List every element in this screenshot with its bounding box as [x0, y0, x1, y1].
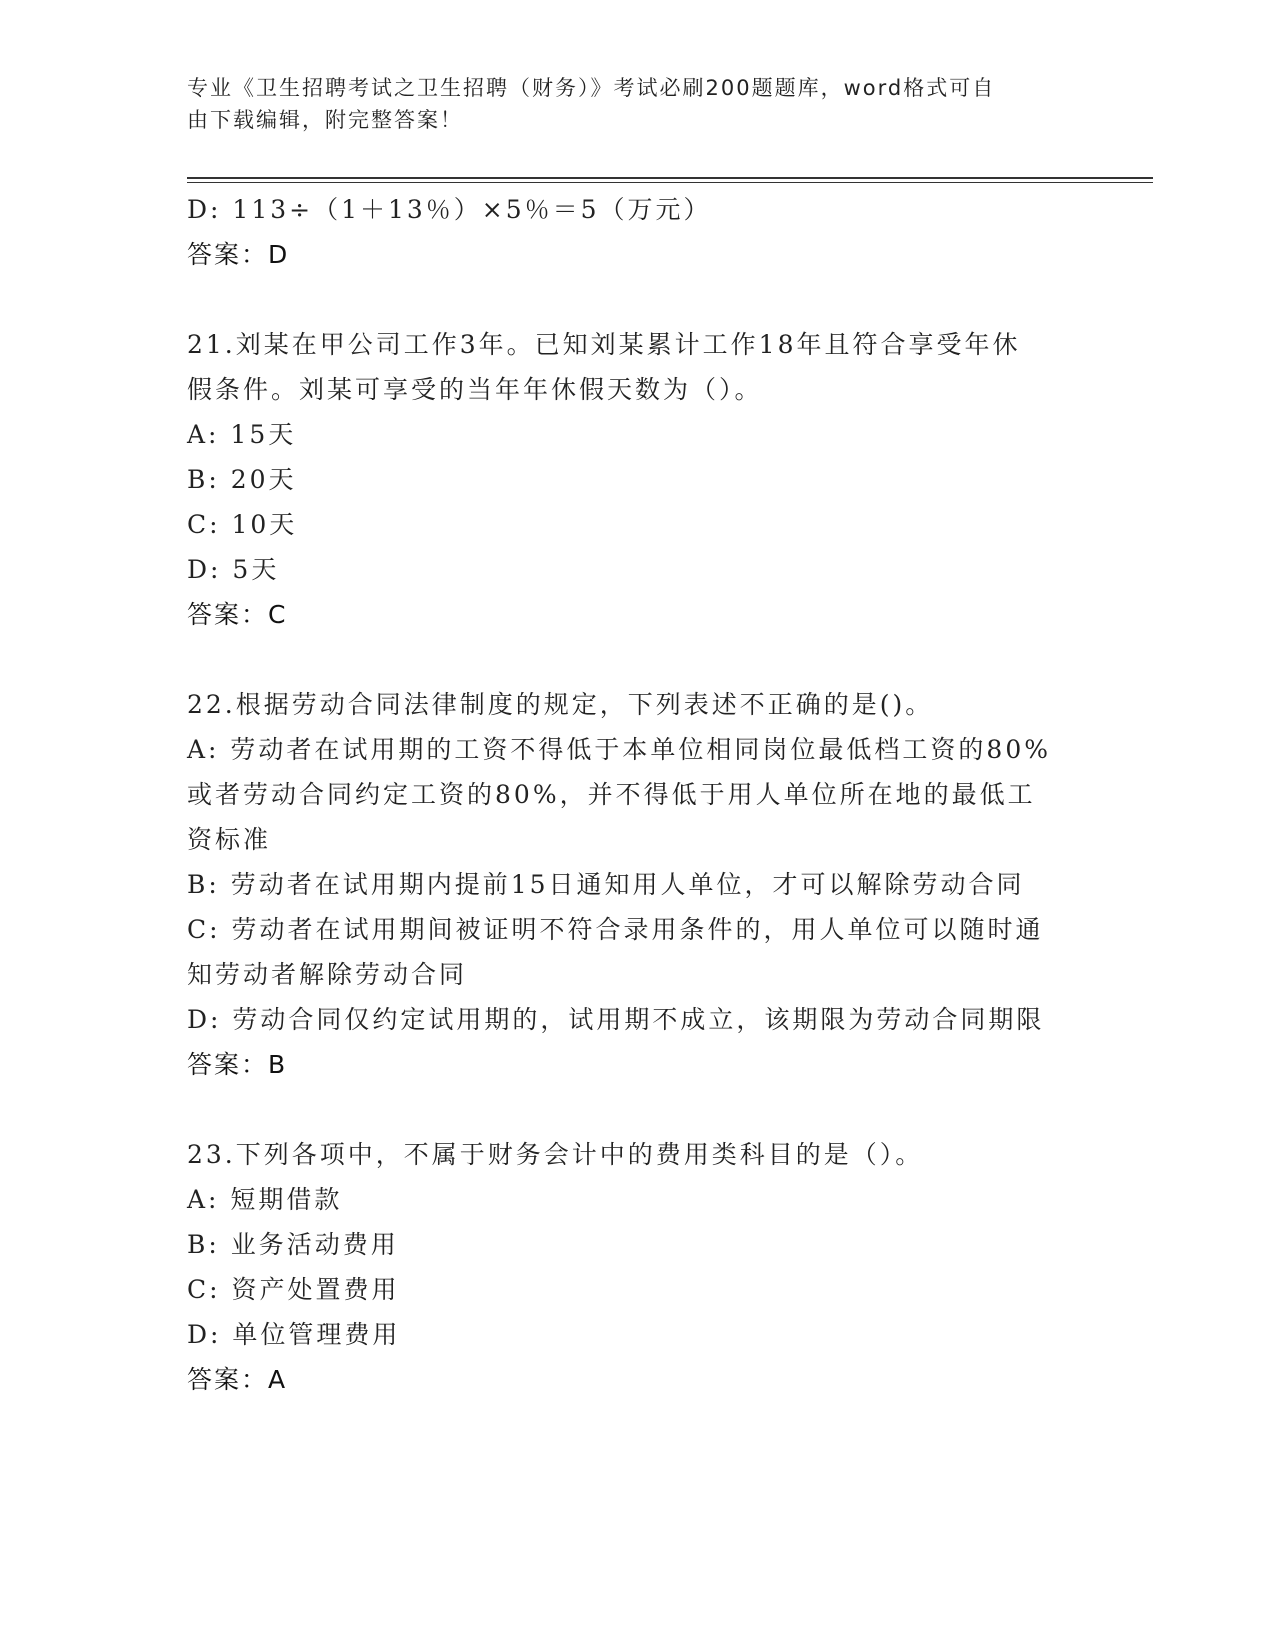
option-c: C: 资产处置费用 — [187, 1275, 400, 1304]
option-b: B: 劳动者在试用期内提前15日通知用人单位，才可以解除劳动合同 — [187, 870, 1025, 899]
answer-line: 答案：D — [187, 240, 290, 269]
header-line-2: 由下载编辑，附完整答案！ — [187, 108, 463, 132]
option-b: B: 20天 — [187, 465, 297, 494]
question-21 — [187, 322, 1087, 637]
answer-line: 答案：A — [187, 1365, 288, 1394]
option-d: D: 5天 — [187, 555, 280, 584]
question-stem-continued: 假条件。刘某可享受的当年年休假天数为（）。 — [187, 375, 763, 404]
question-stem: 22.根据劳动合同法律制度的规定，下列表述不正确的是()。 — [187, 690, 934, 719]
option-a-continued: 资标准 — [187, 825, 272, 854]
document-header — [187, 72, 1067, 136]
spacer — [187, 1087, 1087, 1132]
option-a: A: 劳动者在试用期的工资不得低于本单位相同岗位最低档工资的80% — [187, 735, 1051, 764]
question-stem: 21.刘某在甲公司工作3年。已知刘某累计工作18年且符合享受年休 — [187, 330, 1021, 359]
document-body — [187, 187, 1087, 1402]
option-b: B: 业务活动费用 — [187, 1230, 399, 1259]
spacer — [187, 637, 1087, 682]
header-divider-thin — [187, 182, 1153, 183]
option-a: A: 15天 — [187, 420, 297, 449]
option-d: D: 劳动合同仅约定试用期的，试用期不成立，该期限为劳动合同期限 — [187, 1005, 1045, 1034]
option-a: A: 短期借款 — [187, 1185, 343, 1214]
question-stem: 23.下列各项中，不属于财务会计中的费用类科目的是（）。 — [187, 1140, 924, 1169]
option-c: C: 10天 — [187, 510, 298, 539]
option-c-continued: 知劳动者解除劳动合同 — [187, 960, 468, 989]
answer-line: 答案：C — [187, 600, 288, 629]
previous-question-tail — [187, 187, 1087, 277]
option-d: D: 单位管理费用 — [187, 1320, 401, 1349]
question-22 — [187, 682, 1087, 1087]
answer-line: 答案：B — [187, 1050, 288, 1079]
option-a-continued: 或者劳动合同约定工资的80%，并不得低于用人单位所在地的最低工 — [187, 780, 1036, 809]
question-23 — [187, 1132, 1087, 1402]
header-line-1: 专业《卫生招聘考试之卫生招聘（财务）》考试必刷200题题库，word格式可自 — [187, 76, 996, 100]
option-c: C: 劳动者在试用期间被证明不符合录用条件的，用人单位可以随时通 — [187, 915, 1044, 944]
header-divider-thick — [187, 177, 1153, 179]
spacer — [187, 277, 1087, 322]
option-d: D: 113÷（1＋13％）×5％＝5（万元） — [187, 195, 712, 224]
